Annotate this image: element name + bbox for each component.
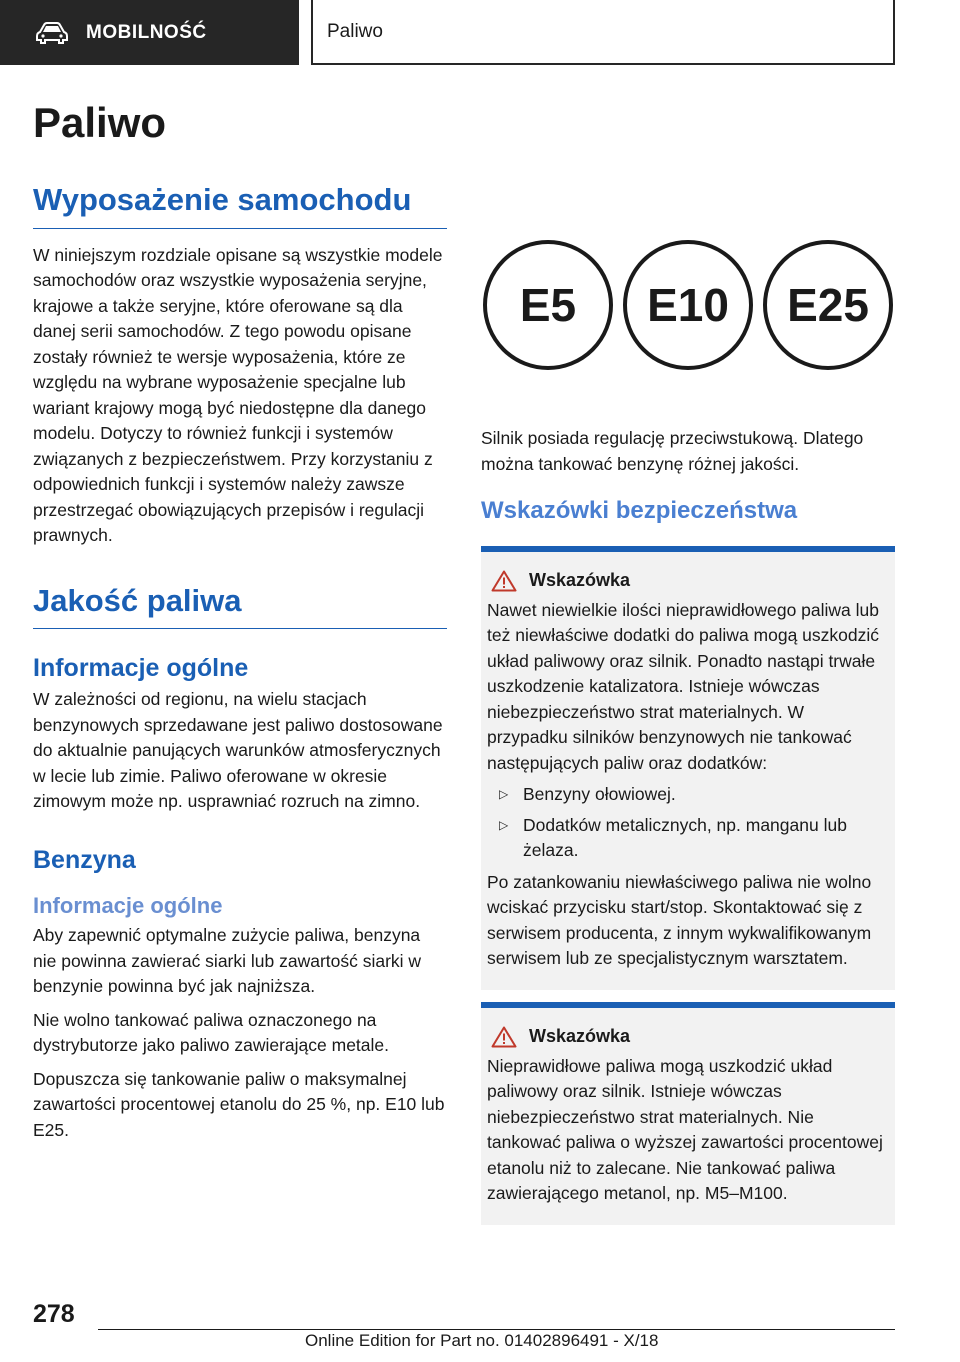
fuel-badges [481, 240, 895, 370]
paragraph-equipment: W niniejszym rozdziale opisane są wszystkie modele samochodów oraz wszystkie wyposażenia seryjne, krajowe a także seryjne, które oferowane są dla danej serii samochodów. Z tego powodu opisane zostały również te wersje wyposażenia, które ze względu na wybrane wyposażenie specjalne lub wariant krajowy mogą być niedostępne dla danego modelu. Dotyczy to również funkcji i systemów związanych z bezpieczeństwem. Przy korzystaniu z odpowiednich funkcji i systemów należy zawsze przestrzegać obowiązujących przepisów i regulacji prawnych. [33, 244, 443, 546]
warning-text-after: Po zatankowaniu niewłaściwego paliwa nie wolno wciskać przycisku start/stop. Skontaktować się z serwisem producenta, z innym wykwalifikowanym serwisem lub ze specjalistycznym warsztatem. [487, 871, 872, 969]
paragraph-petrol-ethanol: Dopuszcza się tankowanie paliw o maksymalnej zawartości procentowej etanolu do 25 %, np. E10 lub E25. [33, 1068, 445, 1140]
triangle-bullet-icon: ▷ [499, 817, 509, 832]
heading-general-info: Informacje ogólne [33, 654, 249, 683]
warning-title: Wskazówka [529, 1026, 631, 1047]
heading-safety: Wskazówki bezpieczeństwa [481, 497, 798, 524]
chapter-box [311, 0, 895, 65]
paragraph-knock-control: Silnik posiada regulację przeciwstukową. Dlatego można tankować benzynę różnej jakości. [481, 428, 864, 474]
heading-petrol-general: Informacje ogólne [33, 892, 223, 918]
warning-list [487, 782, 889, 864]
heading-fuel-quality: Jakość paliwa [33, 583, 447, 630]
warning-note [481, 1002, 895, 1225]
warning-icon [491, 1026, 517, 1048]
warning-title: Wskazówka [529, 570, 631, 591]
triangle-bullet-icon: ▷ [499, 787, 509, 802]
paragraph-general-info: W zależności od regionu, na wielu stacjach benzynowych sprzedawane jest paliwo dostosowane do aktualnie panujących warunków atmosferycznych w lecie lub zimie. Paliwo oferowane w okresie zimowym może np. usprawniać rozruch na zimno. [33, 689, 443, 812]
footer-divider [98, 1329, 895, 1330]
fuel-badge: E25 [763, 240, 893, 370]
warning-text: Nieprawidłowe paliwa mogą uszkodzić układ paliwowy oraz silnik. Istnieje wówczas niebezpieczeństwo strat materialnych. Nie tankować paliwa o wyższej zawartości procentowej etanolu niż to zalecane. Nie tankować paliwa zawierającego metanol, np. M5–M100. [487, 1055, 883, 1204]
car-icon [36, 22, 68, 44]
warning-text: Nawet niewielkie ilości nieprawidłowego paliwa lub też niewłaściwe dodatki do paliwa mogą uszkodzić układ paliwowy oraz silnik. Ponadto nastąpi trwałe uszkodzenie katalizatora. Istnieje wówczas niebezpieczeństwo strat materialnych. W przypadku silników benzynowych nie tankować następujących paliw oraz dodatków: [487, 599, 880, 773]
footer-edition: Online Edition for Part no. 01402896491 - X/18 [305, 1331, 659, 1350]
left-column [33, 100, 447, 1143]
heading-equipment: Wyposażenie samochodu [33, 182, 447, 229]
warning-icon [491, 570, 517, 592]
list-item: ▷ Benzyny ołowiowej. [487, 782, 889, 808]
section-label: MOBILNOŚĆ [86, 21, 207, 43]
paragraph-petrol-sulfur: Aby zapewnić optymalne zużycie paliwa, benzyna nie powinna zawierać siarki lub zawartość siarki w benzynie powinna być jak najniższa. [33, 925, 422, 997]
heading-petrol: Benzyna [33, 845, 136, 874]
page-title: Paliwo [33, 99, 167, 146]
section-tab [0, 0, 299, 65]
fuel-badge: E5 [483, 240, 613, 370]
paragraph-petrol-metals: Nie wolno tankować paliwa oznaczonego na dystrybutorze jako paliwo zawierające metale. [33, 1009, 389, 1056]
chapter-label: Paliwo [327, 20, 383, 42]
list-item: ▷ Dodatków metalicznych, np. manganu lub żelaza. [487, 813, 889, 864]
fuel-badge: E10 [623, 240, 753, 370]
right-column [481, 240, 895, 1225]
warning-note [481, 546, 895, 990]
page-number: 278 [33, 1300, 75, 1328]
